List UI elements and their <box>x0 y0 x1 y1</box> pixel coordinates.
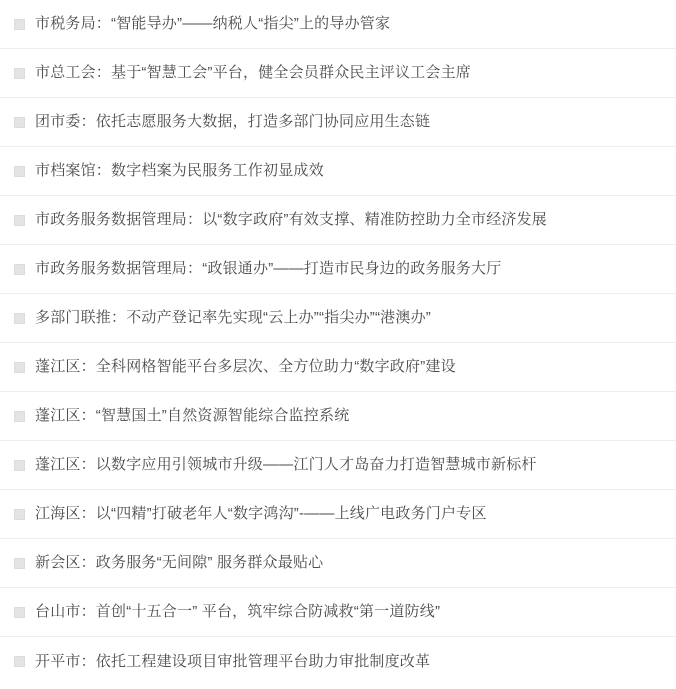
square-bullet-icon <box>14 68 25 79</box>
list-item[interactable] <box>0 0 676 49</box>
list-item-label: 多部门联推：不动产登记率先实现“云上办”“指尖办”“港澳办” <box>35 309 431 326</box>
list-item[interactable] <box>0 147 676 196</box>
list-item-label: 蓬江区：“智慧国土”自然资源智能综合监控系统 <box>35 407 350 424</box>
list-item-label: 团市委：依托志愿服务大数据，打造多部门协同应用生态链 <box>35 113 431 130</box>
list-item[interactable] <box>0 490 676 539</box>
square-bullet-icon <box>14 166 25 177</box>
list-item[interactable] <box>0 49 676 98</box>
list-item[interactable] <box>0 392 676 441</box>
list-item[interactable] <box>0 441 676 490</box>
square-bullet-icon <box>14 460 25 471</box>
list-item-label: 市档案馆：数字档案为民服务工作初显成效 <box>35 162 324 179</box>
list-item[interactable] <box>0 245 676 294</box>
list-item[interactable] <box>0 196 676 245</box>
list-item[interactable] <box>0 539 676 588</box>
square-bullet-icon <box>14 313 25 324</box>
list-item-label: 新会区：政务服务“无间隙” 服务群众最贴心 <box>35 554 324 571</box>
square-bullet-icon <box>14 558 25 569</box>
square-bullet-icon <box>14 656 25 667</box>
square-bullet-icon <box>14 215 25 226</box>
square-bullet-icon <box>14 19 25 30</box>
list-item-label: 江海区：以“四精”打破老年人“数字鸿沟”-——上线广电政务门户专区 <box>35 505 487 522</box>
square-bullet-icon <box>14 264 25 275</box>
list-item-label: 蓬江区：以数字应用引领城市升级——江门人才岛奋力打造智慧城市新标杆 <box>35 456 537 473</box>
list-item-label: 市政务服务数据管理局：以“数字政府”有效支撑、精准防控助力全市经济发展 <box>35 211 547 228</box>
square-bullet-icon <box>14 607 25 618</box>
square-bullet-icon <box>14 117 25 128</box>
list-item-label: 市总工会：基于“智慧工会”平台，健全会员群众民主评议工会主席 <box>35 64 471 81</box>
list-item[interactable] <box>0 98 676 147</box>
list-item-label: 蓬江区：全科网格智能平台多层次、全方位助力“数字政府”建设 <box>35 358 456 375</box>
list-item-label: 台山市：首创“十五合一” 平台，筑牢综合防减救“第一道防线” <box>35 603 441 620</box>
square-bullet-icon <box>14 362 25 373</box>
list-item[interactable] <box>0 294 676 343</box>
list-item[interactable] <box>0 588 676 637</box>
list-item[interactable] <box>0 637 676 686</box>
list-item-label: 开平市：依托工程建设项目审批管理平台助力审批制度改革 <box>35 652 431 670</box>
square-bullet-icon <box>14 411 25 422</box>
list-item[interactable] <box>0 343 676 392</box>
square-bullet-icon <box>14 509 25 520</box>
list-item-label: 市政务服务数据管理局：“政银通办”——打造市民身边的政务服务大厅 <box>35 260 502 277</box>
list-item-label: 市税务局：“智能导办”——纳税人“指尖”上的导办管家 <box>35 15 391 32</box>
